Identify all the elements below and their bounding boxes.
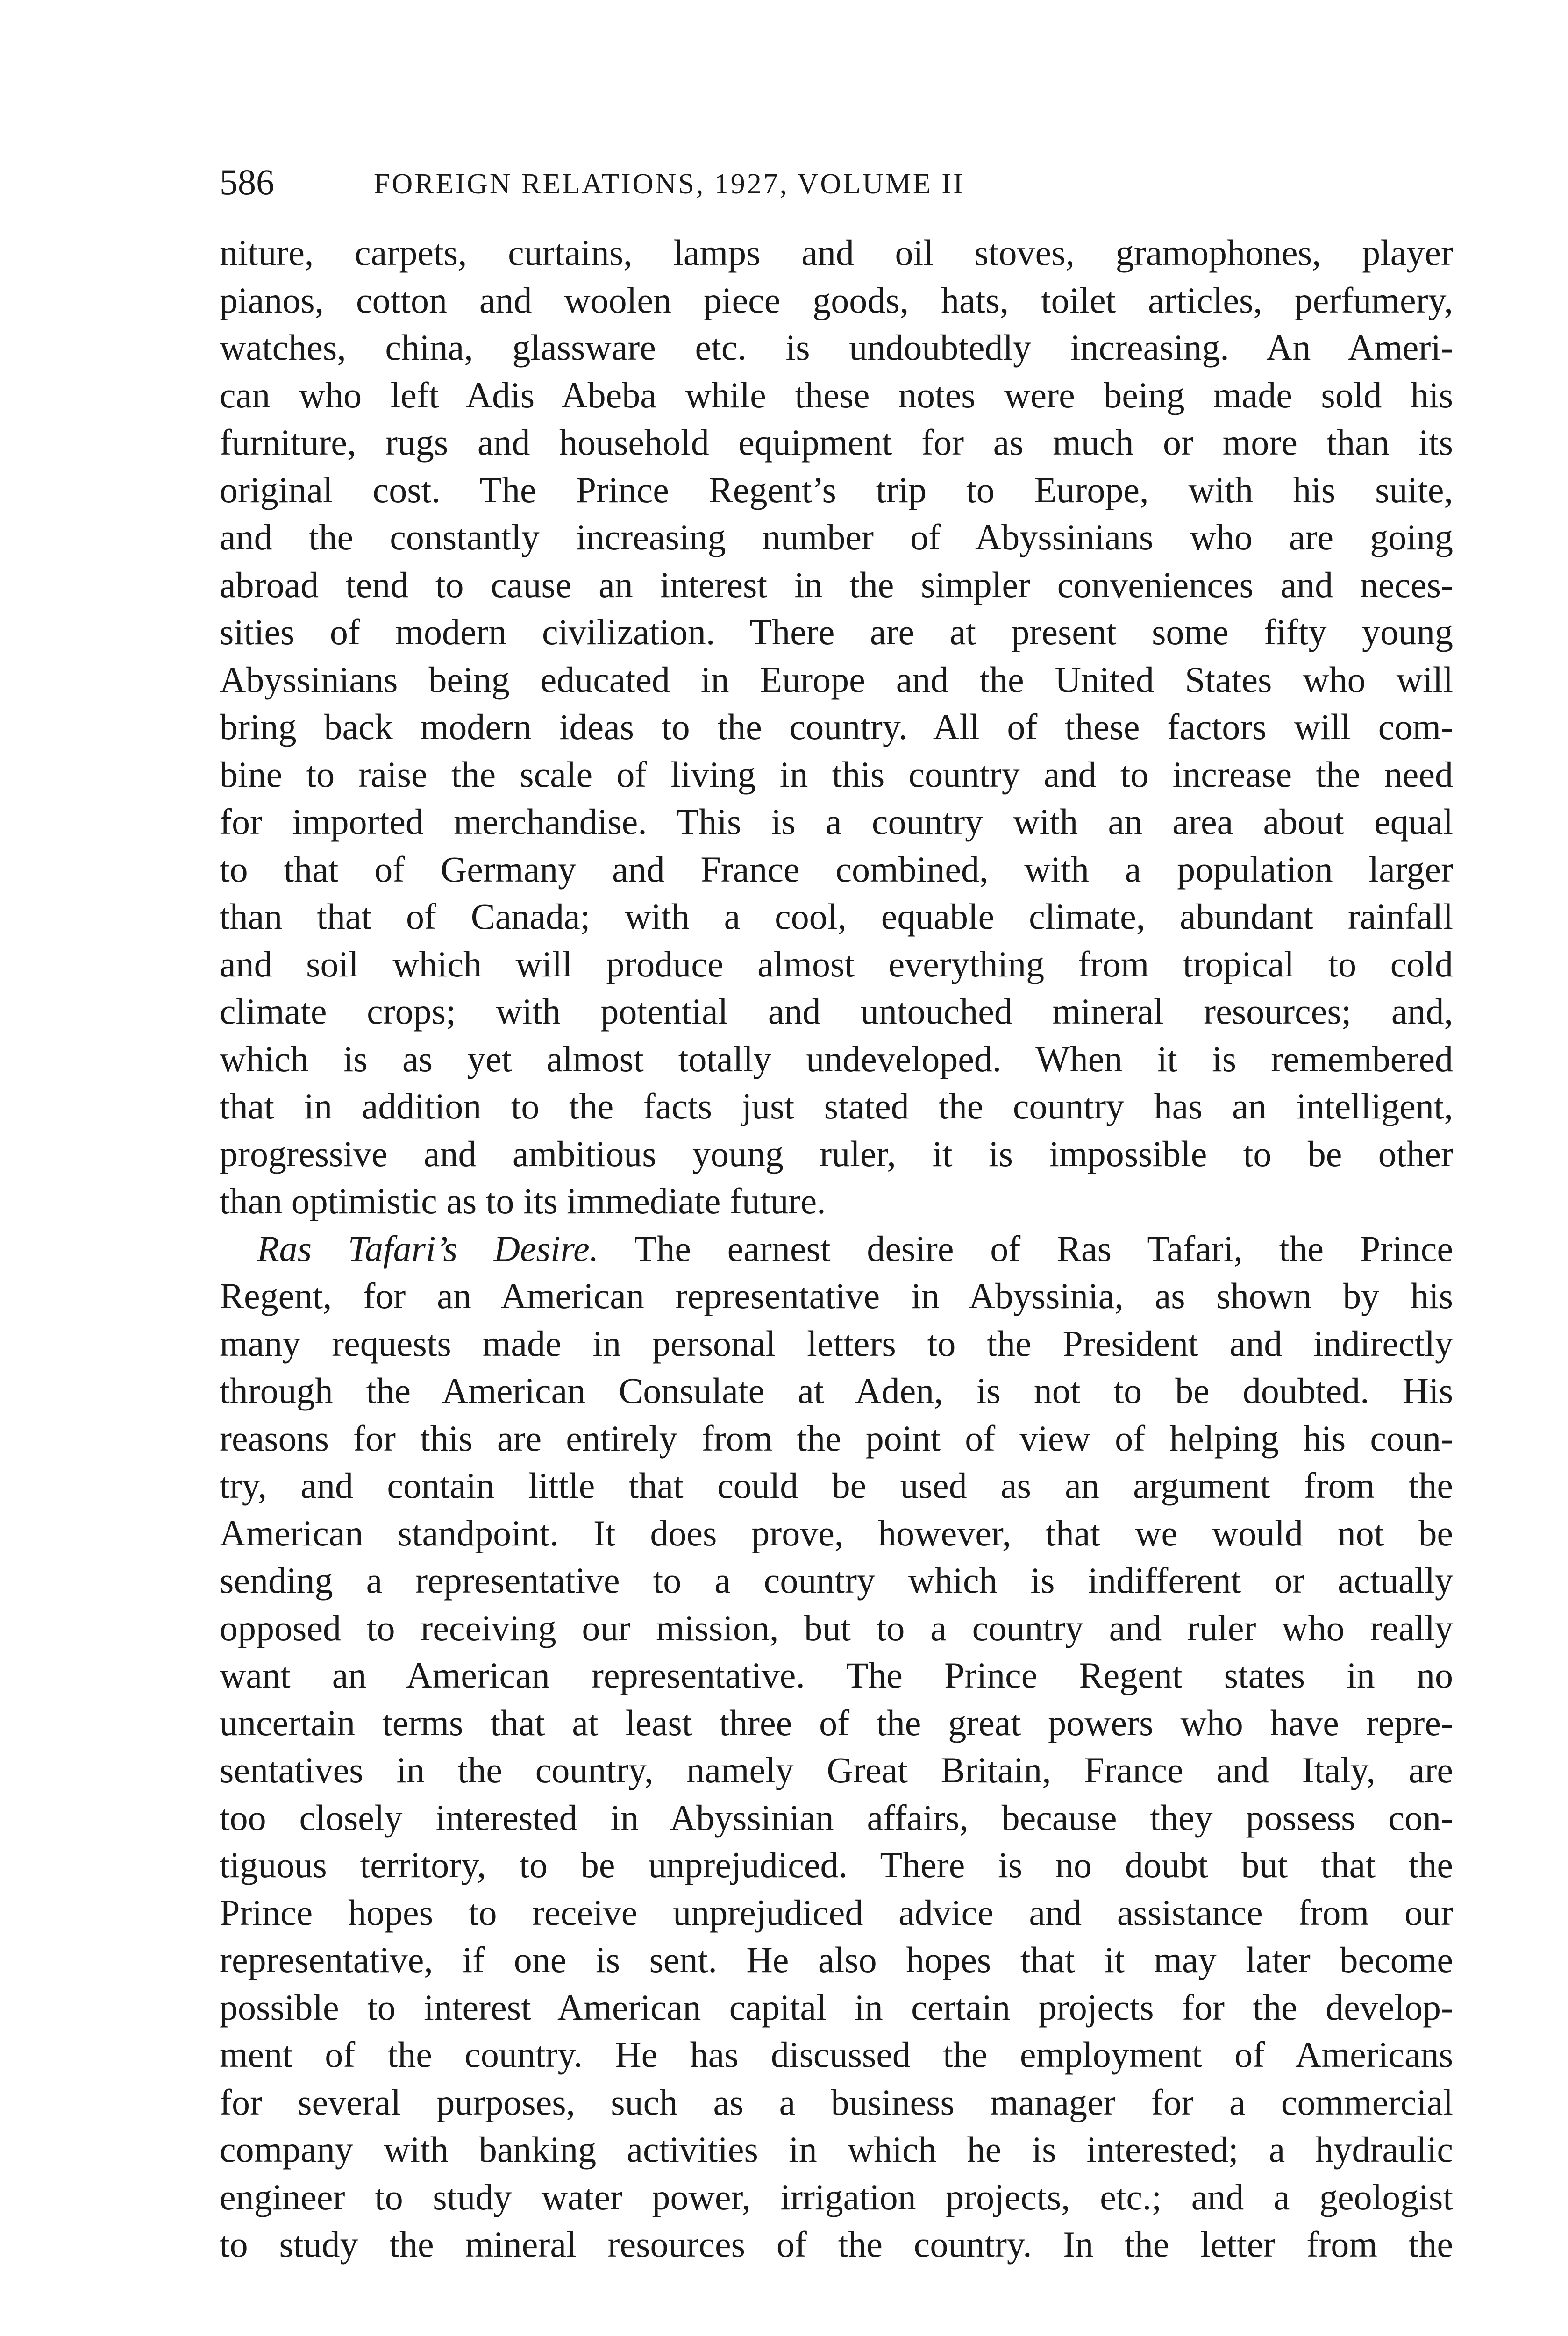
text-line: Prince hopes to receive unprejudiced advice and assistance from our [220, 1892, 1453, 1933]
text-line: original cost. The Prince Regent’s trip to Europe, with his suite, [220, 469, 1453, 510]
text-line: than optimistic as to its immediate future. [220, 1181, 826, 1221]
text-line: that in addition to the facts just stated the country has an intelligent, [220, 1086, 1453, 1126]
text-line: reasons for this are entirely from the point of view of helping his coun- [220, 1417, 1453, 1459]
text-line: through the American Consulate at Aden, is not to be doubted. His [220, 1370, 1453, 1411]
text-line: engineer to study water power, irrigation projects, etc.; and a geologist [220, 2176, 1453, 2217]
text-line: ment of the country. He has discussed the employment of Americans [220, 2034, 1453, 2075]
text-line: to study the mineral resources of the country. In the letter from the [220, 2224, 1453, 2265]
text-line: bine to raise the scale of living in this country and to increase the need [220, 754, 1453, 795]
text-line: furniture, rugs and household equipment for as much or more than its [220, 422, 1453, 463]
page-number: 586 [220, 162, 274, 202]
text-line: Regent, for an American representative in Abyssinia, as shown by his [220, 1275, 1453, 1316]
text-line: climate crops; with potential and untouched mineral resources; and, [220, 991, 1453, 1032]
text-line: representative, if one is sent. He also hopes that it may later become [220, 1939, 1453, 1980]
text-line: and the constantly increasing number of Abyssinians who are going [220, 517, 1453, 557]
running-head [220, 159, 1453, 215]
text-line: sending a representative to a country which is indifferent or actually [220, 1560, 1453, 1601]
text-line: abroad tend to cause an interest in the simpler conveniences and neces- [220, 564, 1453, 605]
text-line: bring back modern ideas to the country. All of these factors will com- [220, 706, 1453, 747]
text-line: American standpoint. It does prove, however, that we would not be [220, 1512, 1453, 1553]
text-line: uncertain terms that at least three of the great powers who have repre- [220, 1702, 1453, 1743]
paragraph-ras-tafari-desire [220, 1225, 1453, 2268]
text-line: niture, carpets, curtains, lamps and oil stoves, gramophones, player [220, 232, 1453, 273]
text-line: many requests made in personal letters to the President and indirectly [220, 1323, 1453, 1364]
text-line: sentatives in the country, namely Great Britain, France and Italy, are [220, 1750, 1453, 1790]
document-page [220, 159, 1453, 2268]
text-line: watches, china, glassware etc. is undoubtedly increasing. An Ameri- [220, 327, 1453, 368]
text-line: for imported merchandise. This is a country with an area about equal [220, 801, 1453, 842]
text-line: for several purposes, such as a business manager for a commercial [220, 2081, 1453, 2122]
paragraph-trade-outlook [220, 229, 1453, 1225]
text-line: opposed to receiving our mission, but to a country and ruler who really [220, 1607, 1453, 1648]
text-line: than that of Canada; with a cool, equable climate, abundant rainfall [220, 896, 1453, 937]
text-line: sities of modern civilization. There are at present some fifty young [220, 612, 1453, 652]
text-line: pianos, cotton and woolen piece goods, hats, toilet articles, perfumery, [220, 279, 1453, 320]
text-line: which is as yet almost totally undeveloped. When it is remembered [220, 1038, 1453, 1079]
section-inline-heading: Ras Tafari’s Desire. [257, 1228, 599, 1269]
text-line: possible to interest American capital in certain projects for the develop- [220, 1987, 1453, 2028]
text-line: tiguous territory, to be unprejudiced. There is no doubt but that the [220, 1845, 1453, 1885]
text-line: and soil which will produce almost everything from tropical to cold [220, 943, 1453, 984]
running-title: FOREIGN RELATIONS, 1927, VOLUME II [374, 168, 965, 200]
text-line: Abyssinians being educated in Europe and the United States who will [220, 659, 1453, 700]
text-line: can who left Adis Abeba while these notes were being made sold his [220, 374, 1453, 415]
text-line: progressive and ambitious young ruler, it is impossible to be other [220, 1133, 1453, 1174]
text-line: too closely interested in Abyssinian affairs, because they possess con- [220, 1797, 1453, 1838]
text-line: try, and contain little that could be used as an argument from the [220, 1465, 1453, 1506]
text-line-rest: The earnest desire of Ras Tafari, the Prince [599, 1228, 1454, 1269]
text-line: company with banking activities in which he is interested; a hydraulic [220, 2129, 1453, 2170]
text-line: want an American representative. The Prince Regent states in no [220, 1655, 1453, 1695]
text-line-with-heading [220, 1225, 1453, 1273]
text-line: to that of Germany and France combined, with a population larger [220, 848, 1453, 890]
